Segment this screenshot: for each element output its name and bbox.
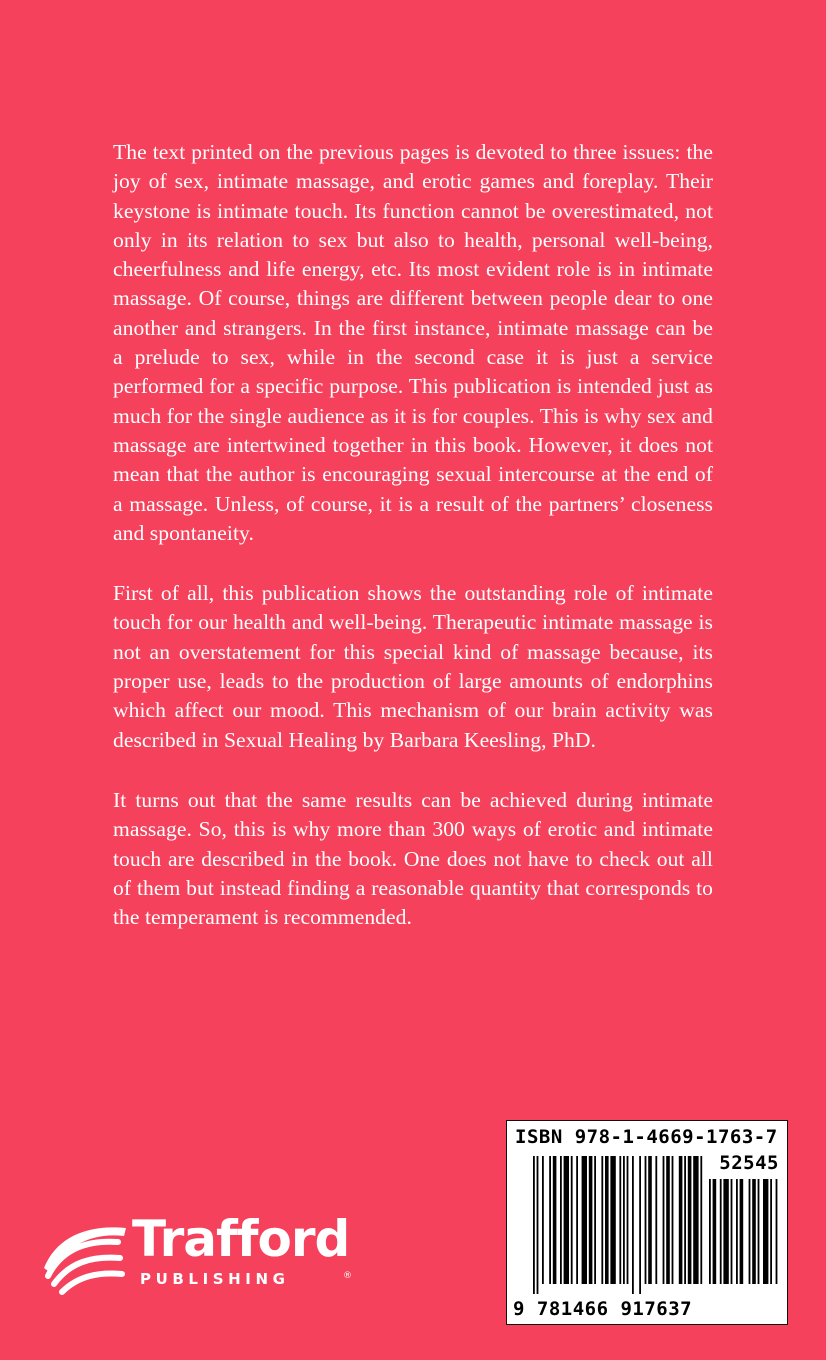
isbn-barcode <box>506 1120 788 1325</box>
barcode-bar <box>553 1156 557 1284</box>
ean-barcode-bars <box>533 1156 703 1294</box>
barcode-bar <box>770 1179 772 1284</box>
barcode-bar <box>639 1156 641 1294</box>
barcode-bar <box>627 1156 629 1284</box>
barcode-bar <box>709 1179 711 1284</box>
barcode-bar <box>571 1156 573 1284</box>
blurb-paragraph-3: It turns out that the same results can be achieved during intimate massage. So, this is why more than 300 ways of erotic and intimate touch are described in the book. One does not have to check out all of them but instead finding a reasonable quantity that corresponds to the temperament is recommended. <box>113 787 713 930</box>
barcode-bar <box>648 1156 652 1284</box>
barcode-bar <box>713 1179 717 1284</box>
barcode-bar <box>700 1156 702 1284</box>
barcode-bar <box>537 1156 539 1294</box>
isbn-label: ISBN 978-1-4669-1763-7 <box>515 1126 778 1148</box>
barcode-bar <box>605 1156 609 1284</box>
barcode-bar <box>549 1156 551 1284</box>
barcode-bar <box>533 1156 535 1294</box>
barcode-bar <box>776 1179 778 1284</box>
barcode-bar <box>723 1179 728 1284</box>
barcode-bar <box>758 1179 760 1284</box>
barcode-bar <box>560 1156 562 1284</box>
barcode-bar <box>610 1156 615 1284</box>
barcode-bar <box>645 1156 647 1284</box>
barcode-bar <box>684 1156 686 1284</box>
back-cover-blurb <box>113 138 713 963</box>
barcode-bar <box>632 1156 634 1294</box>
blurb-paragraph-2: First of all, this publication shows the outstanding role of intimate touch for our health and well-being. Therapeutic intimate massage is not an overstatement for this special kind of massage because, its proper use, leads to the production of large amounts of endorphins which affect our mood. This mechanism of our brain activity was described in Sexual Healing by Barbara Keesling, PhD. <box>113 581 713 752</box>
publisher-name: Trafford <box>132 1210 350 1268</box>
barcode-bar <box>749 1179 751 1284</box>
barcode-bar <box>666 1156 670 1284</box>
ean-digits: 9 781466 917637 <box>513 1298 693 1320</box>
barcode-bar <box>582 1156 587 1284</box>
barcode-bar <box>663 1156 665 1284</box>
barcode-bar <box>589 1156 593 1284</box>
barcode-bar <box>542 1156 544 1284</box>
barcode-bar <box>752 1179 756 1284</box>
barcode-bar <box>688 1156 692 1284</box>
barcode-bar <box>655 1156 657 1284</box>
barcode-bar <box>740 1179 744 1284</box>
barcode-bar <box>623 1156 625 1284</box>
barcode-bar <box>564 1156 569 1284</box>
barcode-bar <box>763 1179 768 1284</box>
barcode-bar <box>594 1156 596 1284</box>
barcode-bar <box>731 1179 733 1284</box>
barcode-bar <box>672 1156 674 1284</box>
barcode-bar <box>576 1156 578 1284</box>
blurb-paragraph-1: The text printed on the previous pages is devoted to three issues: the joy of sex, intimate massage, and erotic games and foreplay. Their keystone is intimate touch. Its function cannot be overestimated, not only in its relation to sex but also to health, personal well-being, cheerfulness and life energy, etc. Its most evident role is in intimate massage. Of course, things are different between people dear to one another and strangers. In the first instance, intimate massage can be a prelude to sex, while in the second case it is just a service performed for a specific purpose. This publication is intended just as much for the single audience as it is for couples. This is why sex and massage are intertwined together in this book. However, it does not mean that the author is encouraging sexual intercourse at the end of a massage. Unless, of course, it is a result of the partners’ closeness and spontaneity. <box>113 140 713 545</box>
barcode-bar <box>736 1179 738 1284</box>
barcode-bar <box>601 1156 603 1284</box>
barcode-bar <box>619 1156 621 1284</box>
wave-hand-icon <box>40 1218 130 1296</box>
registered-mark: ® <box>343 1271 352 1281</box>
barcode-bar <box>679 1156 683 1284</box>
price-code: 52545 <box>719 1152 779 1174</box>
publisher-subtitle: PUBLISHING <box>140 1270 290 1288</box>
publisher-logo <box>40 1210 360 1296</box>
addon-barcode-bars <box>709 1179 783 1294</box>
barcode-bar <box>693 1156 698 1284</box>
barcode-bar <box>720 1179 722 1284</box>
